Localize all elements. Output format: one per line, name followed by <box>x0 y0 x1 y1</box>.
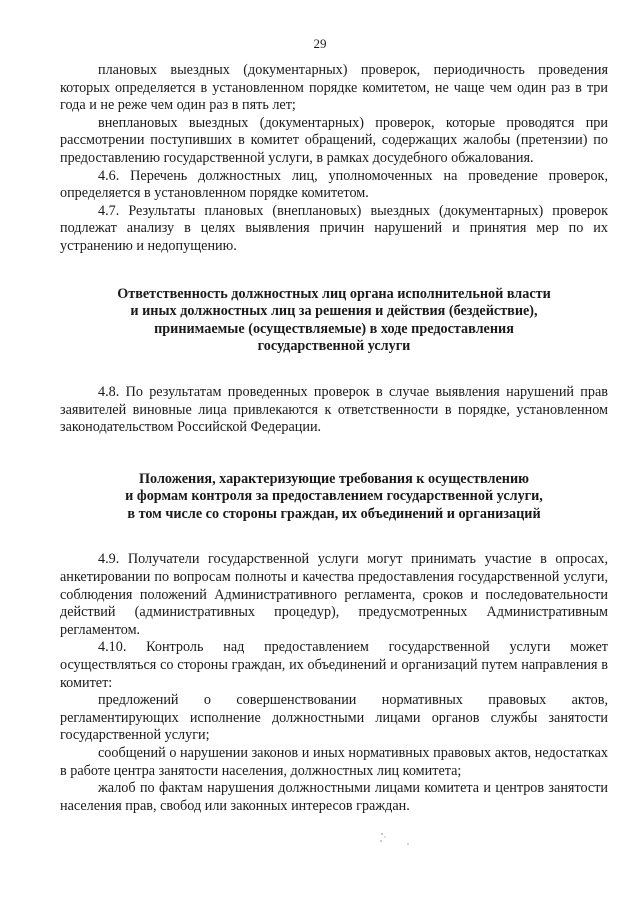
paragraph: сообщений о нарушении законов и иных нормативных правовых актов, недостатках в работе центра занятости населения, должностных лиц комитета; <box>60 745 608 779</box>
paragraph: предложений о совершенствовании нормативных правовых актов, регламентирующих исполнение должностными лицами органов службы занятости государственной услуги; <box>60 692 608 744</box>
document-body <box>60 62 608 815</box>
paragraph: 4.8. По результатам проведенных проверок в случае выявления нарушений прав заявителей виновные лица привлекаются к ответственности в порядке, установленном законодательством Российской Федерации. <box>60 383 608 436</box>
heading-line: и иных должностных лиц за решения и действия (бездействие), <box>130 303 538 320</box>
paragraph: внеплановых выездных (документарных) проверок, которые проводятся при рассмотрении поступивших в комитет обращений, содержащих жалобы (претензии) по предоставлению государственной услуги, в рамках досудебного обжалования. <box>60 114 608 166</box>
paragraph: 4.10. Контроль над предоставлением государственной услуги может осуществляться со стороны граждан, их объединений и организаций путем направления в комитет: <box>60 639 608 691</box>
paragraph: плановых выездных (документарных) проверок, периодичность проведения которых определяется в установленном порядке комитетом, не чаще чем один раз в три года и не реже чем один раз в пять лет; <box>60 62 608 114</box>
heading-line: в том числе со стороны граждан, их объединений и организаций <box>127 505 541 522</box>
heading-line: Положения, характеризующие требования к осуществлению <box>139 470 529 487</box>
heading-line: Ответственность должностных лиц органа исполнительной власти <box>117 285 551 302</box>
section-heading-responsibility <box>60 286 608 356</box>
heading-line: государственной услуги <box>257 338 411 355</box>
paragraph: 4.9. Получатели государственной услуги могут принимать участие в опросах, анкетировании по вопросам полноты и качества предоставления государственной услуги, соблюдения положений Административного регламента, сроков и последовательности действий (административных процедур), предусмотренных Административным регламентом. <box>60 551 608 638</box>
paragraph: 4.7. Результаты плановых (внеплановых) выездных (документарных) проверок подлежат анализу в целях выявления причин нарушений и принятия мер по их устранению и недопущению. <box>60 202 608 254</box>
section-heading-control-requirements <box>60 471 608 524</box>
heading-line: и формам контроля за предоставлением государственной услуги, <box>125 488 543 505</box>
paragraph: жалоб по фактам нарушения должностными лицами комитета и центров занятости населения прав, свобод или законных интересов граждан. <box>60 780 608 814</box>
paragraph: 4.6. Перечень должностных лиц, уполномоченных на проведение проверок, определяется в установленном порядке комитетом. <box>60 167 608 202</box>
heading-line: принимаемые (осуществляемые) в ходе предоставления <box>154 320 514 337</box>
page-number: 29 <box>313 36 327 51</box>
scan-specks <box>378 830 418 850</box>
